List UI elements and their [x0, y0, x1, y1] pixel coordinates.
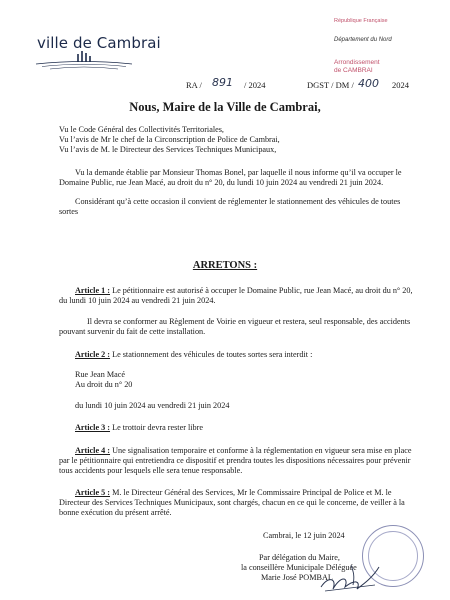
article-2-dates: du lundi 10 juin 2024 au vendredi 21 juin 2024	[75, 401, 230, 410]
article-3	[75, 423, 433, 433]
article-4	[59, 446, 417, 476]
arrondissement-label: Arrondissement	[334, 59, 380, 66]
article-1-text: Le pétitionnaire est autorisé à occuper le Domaine Public, rue Jean Macé, au droit du n° 20, du lundi 10 juin 2024 au vendredi 21 juin 2024.	[59, 286, 413, 305]
handwritten-signature	[315, 545, 385, 595]
ra-year: / 2024	[244, 80, 266, 90]
article-4-label: Article 4 :	[75, 446, 111, 455]
article-2-street: Rue Jean Macé	[75, 370, 126, 379]
article-1	[59, 286, 417, 306]
vu-line: Vu le Code Général des Collectivités Territoriales,	[59, 125, 224, 134]
arretons-heading: ARRETONS :	[192, 260, 258, 271]
signatory-name: Marie José POMBAL	[261, 573, 333, 582]
signature-line-2: la conseillère Municipale Déléguée	[241, 563, 357, 572]
cambrai-logo-icon	[34, 48, 134, 70]
page-title: Nous, Maire de la Ville de Cambrai,	[129, 100, 321, 114]
signature-line-1: Par délégation du Maire,	[259, 553, 340, 562]
vu-line: Vu l’avis de Mr le chef de la Circonscription de Police de Cambrai,	[59, 135, 280, 144]
demande-paragraph: Vu la demande établie par Monsieur Thomas Bonel, par laquelle il nous informe qu’il va occuper le Domaine Public, rue Jean Macé, au droit du n° 20, du lundi 10 juin 2024 au vendredi 21 juin 2024.	[59, 168, 402, 187]
dgst-label: DGST / DM /	[307, 80, 354, 90]
departement-label: Département du Nord	[334, 37, 392, 43]
article-4-text: Une signalisation temporaire et conforme à la réglementation en vigueur sera mise en place par le pétitionnaire qui entretiendra ce dispositif et prendra toutes les dispositions nécessaires pour prévenir tous accidents pour lesquels elle sera tenue responsable.	[59, 446, 412, 475]
article-2-number: Au droit du n° 20	[75, 380, 133, 389]
article-5-text: M. le Directeur Général des Services, Mr le Commissaire Principal de Police et M. le Directeur des Services Techniques Municipaux, sont chargés, chacun en ce qui le concerne, de veiller à la bonne exécution du présent arrêté.	[59, 488, 405, 517]
place-date: Cambrai, le 12 juin 2024	[263, 531, 345, 540]
ra-label: RA /	[186, 80, 202, 90]
dgst-number: 400	[358, 77, 379, 90]
article-2	[59, 350, 417, 360]
article-5-label: Article 5 :	[75, 488, 111, 497]
logo-text: ville de Cambrai	[37, 34, 161, 52]
republique-label: République Française	[334, 18, 388, 24]
article-3-text: Le trottoir devra rester libre	[110, 423, 203, 432]
vu-line: Vu l’avis de M. le Directeur des Services Techniques Municipaux,	[59, 145, 277, 154]
considerant-paragraph: Considérant qu’à cette occasion il convient de réglementer le stationnement des véhicules de toutes sortes	[59, 197, 401, 216]
article-2-text: Le stationnement des véhicules de toutes sortes sera interdit :	[110, 350, 313, 359]
article-3-label: Article 3 :	[75, 423, 111, 432]
arrondissement-name: de CAMBRAI	[334, 67, 373, 74]
article-5	[59, 488, 417, 518]
article-1-label: Article 1 :	[75, 286, 111, 295]
article-2-label: Article 2 :	[75, 350, 111, 359]
dgst-year: 2024	[392, 80, 409, 90]
ra-number: 891	[212, 76, 233, 89]
article-1-paragraph-2: Il devra se conformer au Règlement de Voirie en vigueur et restera, seul responsable, des accidents pouvant survenir du fait de cette installation.	[59, 317, 411, 336]
